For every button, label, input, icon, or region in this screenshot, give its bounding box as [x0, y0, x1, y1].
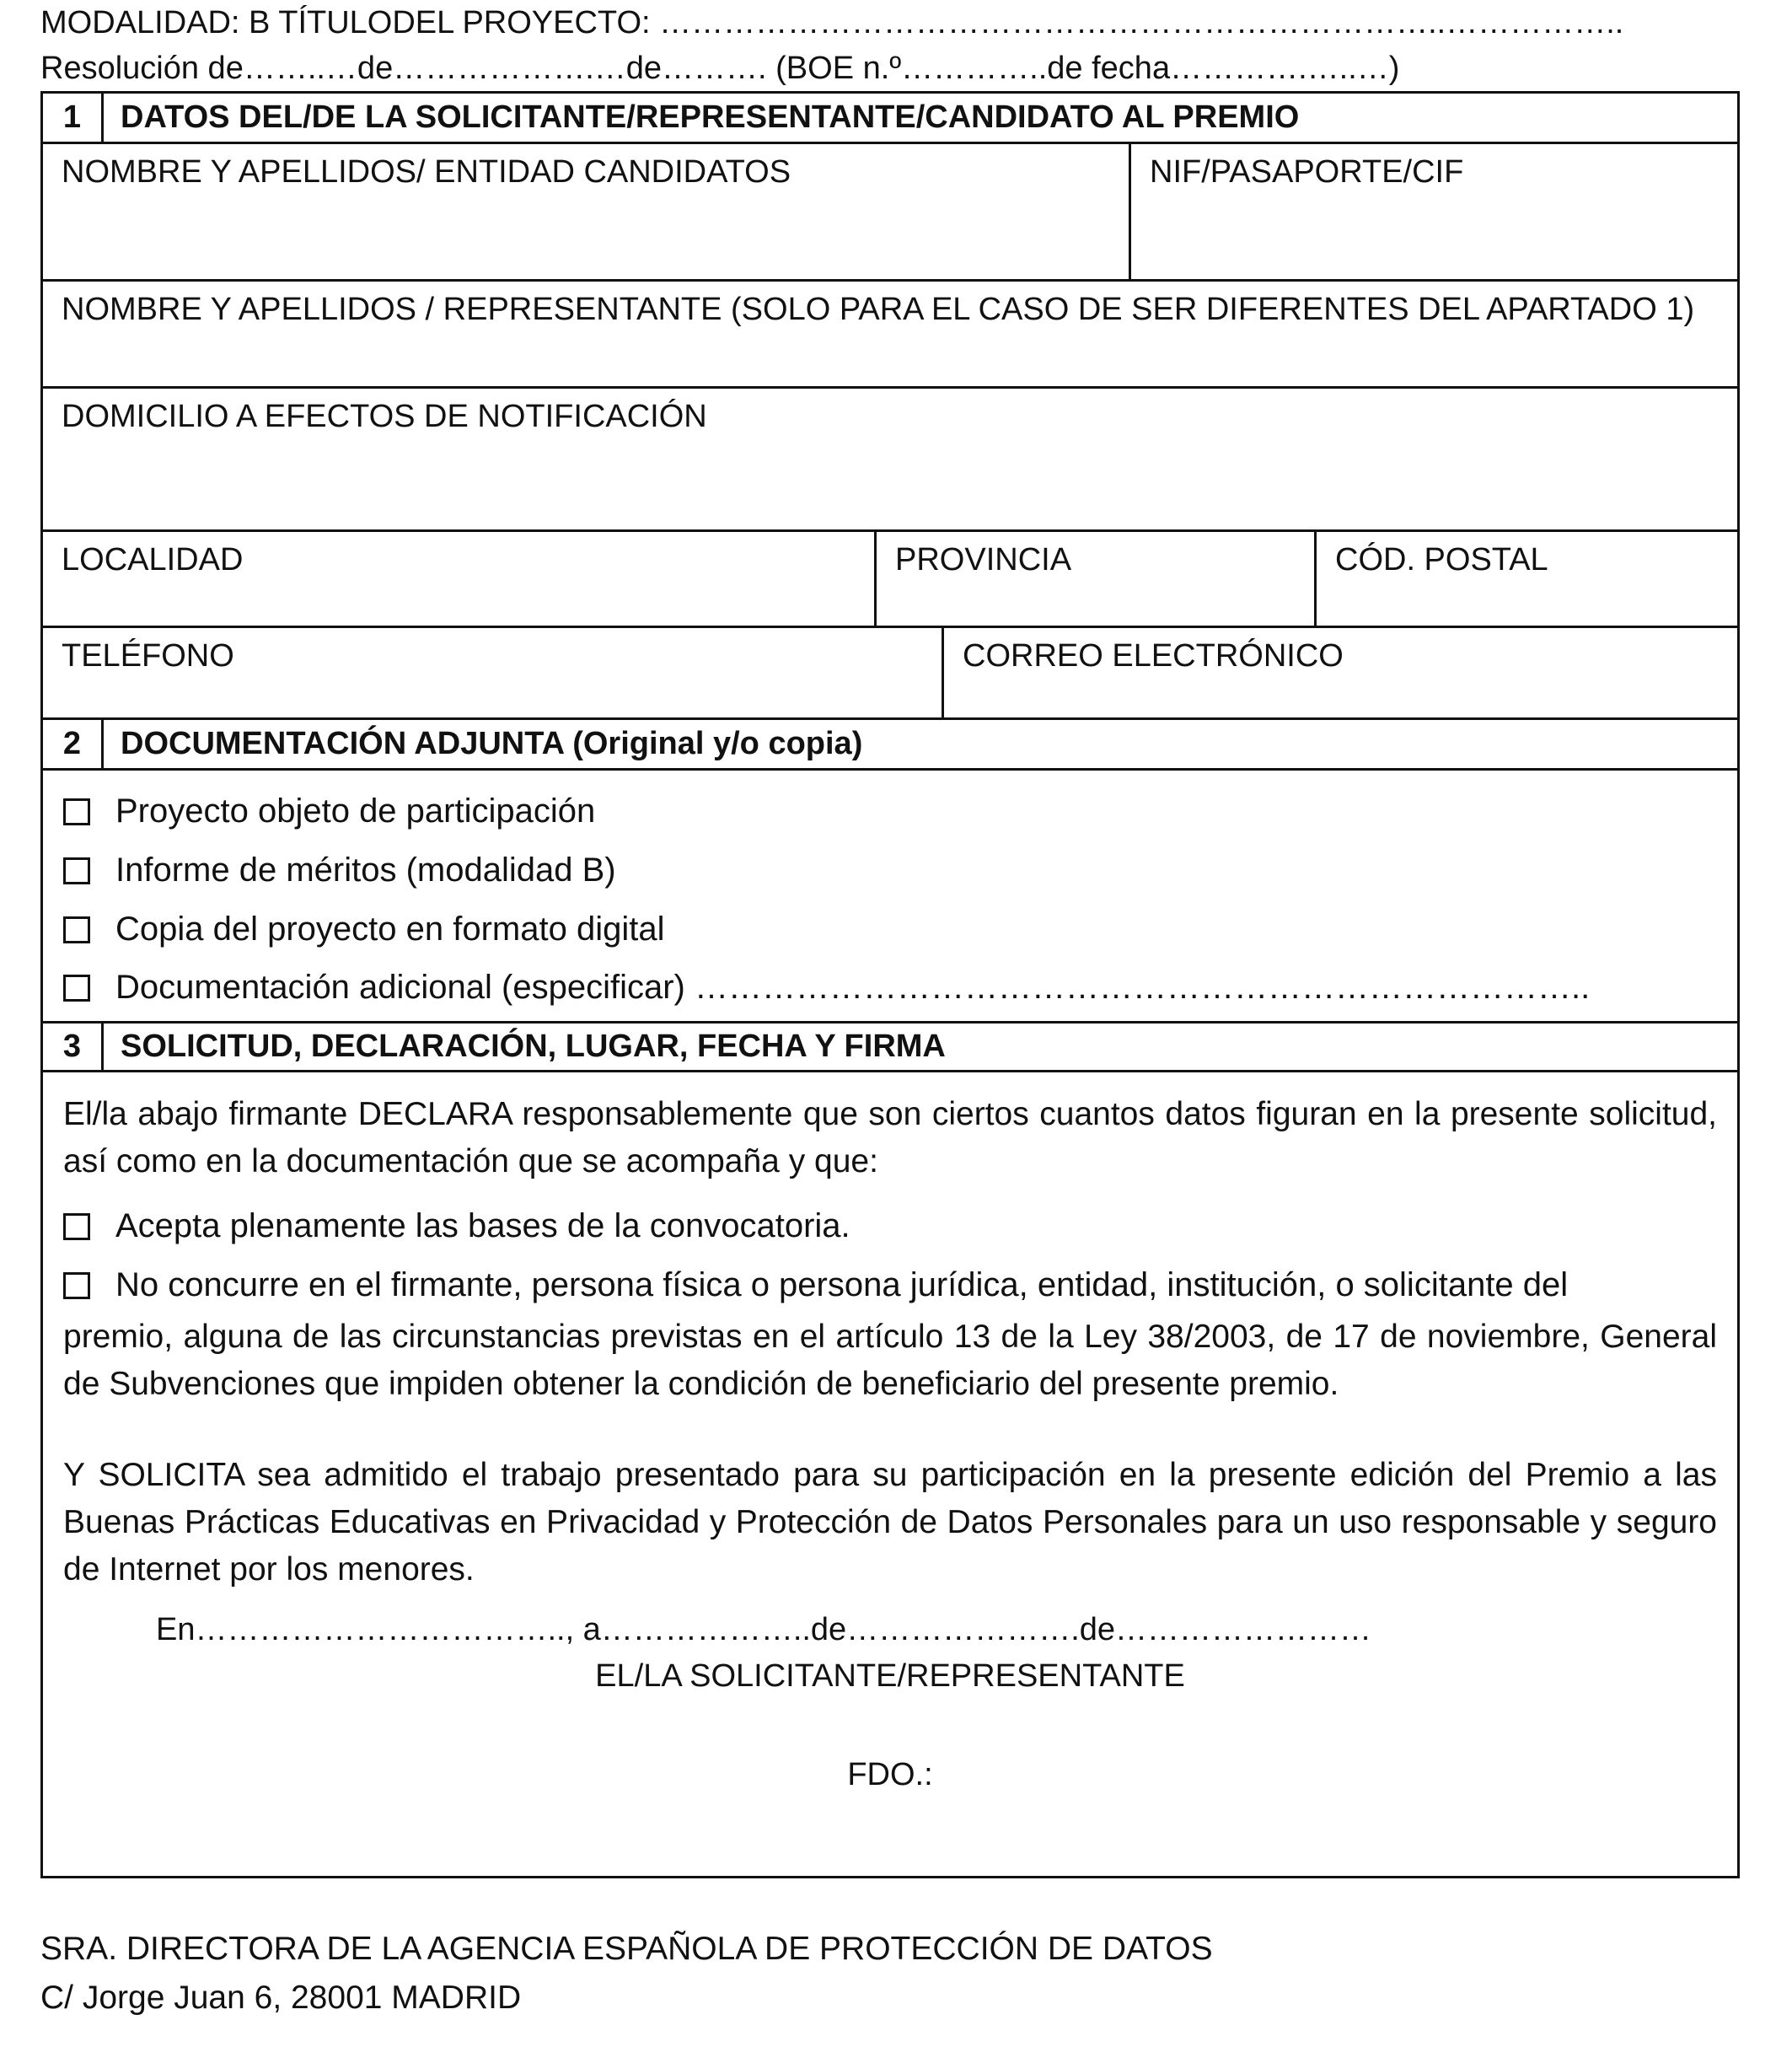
section-1-header — [43, 94, 1737, 144]
doc-item-label: Proyecto objeto de participación — [115, 792, 596, 830]
signer-title: EL/LA SOLICITANTE/REPRESENTANTE — [595, 1658, 1185, 1694]
section-2-body — [43, 771, 1737, 1024]
label-representante: NOMBRE Y APELLIDOS / REPRESENTANTE (SOLO PARA EL CASO DE SER DIFERENTES DEL APARTADO 1) — [62, 292, 1695, 327]
doc-item-copia[interactable] — [63, 911, 664, 948]
field-telefono[interactable] — [43, 628, 942, 717]
label-nombre-entidad: NOMBRE Y APELLIDOS/ ENTIDAD CANDIDATOS — [62, 154, 791, 190]
label-domicilio: DOMICILIO A EFECTOS DE NOTIFICACIÓN — [62, 399, 707, 434]
field-correo[interactable] — [942, 628, 1737, 717]
checkbox-icon[interactable] — [63, 857, 90, 884]
label-cod-postal: CÓD. POSTAL — [1335, 542, 1548, 578]
checkbox-icon[interactable] — [63, 798, 90, 825]
label-provincia: PROVINCIA — [895, 542, 1072, 578]
field-domicilio[interactable] — [43, 389, 1737, 529]
checkbox-icon[interactable] — [63, 975, 90, 1002]
row-domicilio — [43, 389, 1737, 532]
solicita-text: Y SOLICITA sea admitido el trabajo presentado para su participación en la presente edición del Premio a las Buenas Prácticas Educativas en Privacidad y Protección de Datos Personales para un uso responsable y seguro de Internet por los menores. — [63, 1457, 1717, 1588]
checkbox-icon[interactable] — [63, 1213, 90, 1240]
recipient-name: SRA. DIRECTORA DE LA AGENCIA ESPAÑOLA DE PROTECCIÓN DE DATOS — [40, 1931, 1213, 1967]
section-2-number: 2 — [43, 720, 104, 768]
application-form — [40, 91, 1740, 1878]
field-provincia[interactable] — [874, 532, 1314, 626]
section-3-header — [43, 1024, 1737, 1072]
field-representante[interactable] — [43, 282, 1737, 386]
checkbox-icon[interactable] — [63, 1272, 90, 1299]
check-no-concurre-label: No concurre en el firmante, persona física o persona jurídica, entidad, institución, o solicitante del — [115, 1266, 1569, 1303]
place-date-line: En…………………………….., a………………..de………………….de…………………… — [155, 1612, 1372, 1647]
section-1-title: DATOS DEL/DE LA SOLICITANTE/REPRESENTANTE/CANDIDATO AL PREMIO — [121, 99, 1300, 135]
section-3-number: 3 — [43, 1024, 104, 1070]
doc-item-label: Copia del proyecto en formato digital — [115, 911, 665, 948]
recipient-address: C/ Jorge Juan 6, 28001 MADRID — [40, 1980, 522, 2016]
check-acepta-label: Acepta plenamente las bases de la convocatoria. — [115, 1207, 850, 1244]
signature-field[interactable]: FDO.: — [847, 1757, 933, 1792]
doc-item-adicional[interactable] — [63, 969, 1590, 1007]
section-2-title: DOCUMENTACIÓN ADJUNTA (Original y/o copia) — [121, 726, 863, 761]
section-3-title: SOLICITUD, DECLARACIÓN, LUGAR, FECHA Y FIRMA — [121, 1029, 946, 1064]
field-nif[interactable] — [1129, 144, 1737, 279]
section-1-number: 1 — [43, 94, 104, 142]
doc-item-informe[interactable] — [63, 852, 616, 889]
label-nif: NIF/PASAPORTE/CIF — [1150, 154, 1464, 190]
header-modalidad-titulo: MODALIDAD: B TÍTULODEL PROYECTO: ………………………………………………………………..…………….. — [40, 5, 1624, 40]
row-nombre-nif — [43, 144, 1737, 282]
field-localidad[interactable] — [43, 532, 874, 626]
field-nombre-entidad[interactable] — [43, 144, 1129, 279]
row-localidad — [43, 532, 1737, 628]
checkbox-icon[interactable] — [63, 916, 90, 943]
section-2-header — [43, 720, 1737, 771]
label-telefono: TELÉFONO — [62, 638, 234, 674]
declaration-text: El/la abajo firmante DECLARA responsablemente que son ciertos cuantos datos figuran en la presente solicitud, así como en la documentación que se acompaña y que: — [63, 1096, 1717, 1179]
doc-item-label: Informe de méritos (modalidad B) — [115, 852, 616, 889]
doc-item-proyecto[interactable] — [63, 792, 595, 830]
label-localidad: LOCALIDAD — [62, 542, 244, 578]
header-resolucion: Resolución de……..…de……………….…de………. (BOE n.º…………..de fecha………….…..…) — [40, 51, 1400, 86]
check-no-concurre-continuation: premio, alguna de las circunstancias previstas en el artículo 13 de la Ley 38/2003, de 17 de noviembre, General de Subvenciones que impiden obtener la condición de beneficiario del presente premio. — [63, 1319, 1717, 1402]
check-no-concurre[interactable] — [63, 1266, 1568, 1304]
section-3-body — [43, 1072, 1737, 1876]
doc-item-label: Documentación adicional (especificar) …………………………………………………………………….. — [115, 969, 1591, 1006]
check-acepta-bases[interactable] — [63, 1207, 850, 1245]
label-correo: CORREO ELECTRÓNICO — [963, 638, 1344, 674]
row-representante — [43, 282, 1737, 389]
field-cod-postal[interactable] — [1314, 532, 1737, 626]
row-contacto — [43, 628, 1737, 720]
